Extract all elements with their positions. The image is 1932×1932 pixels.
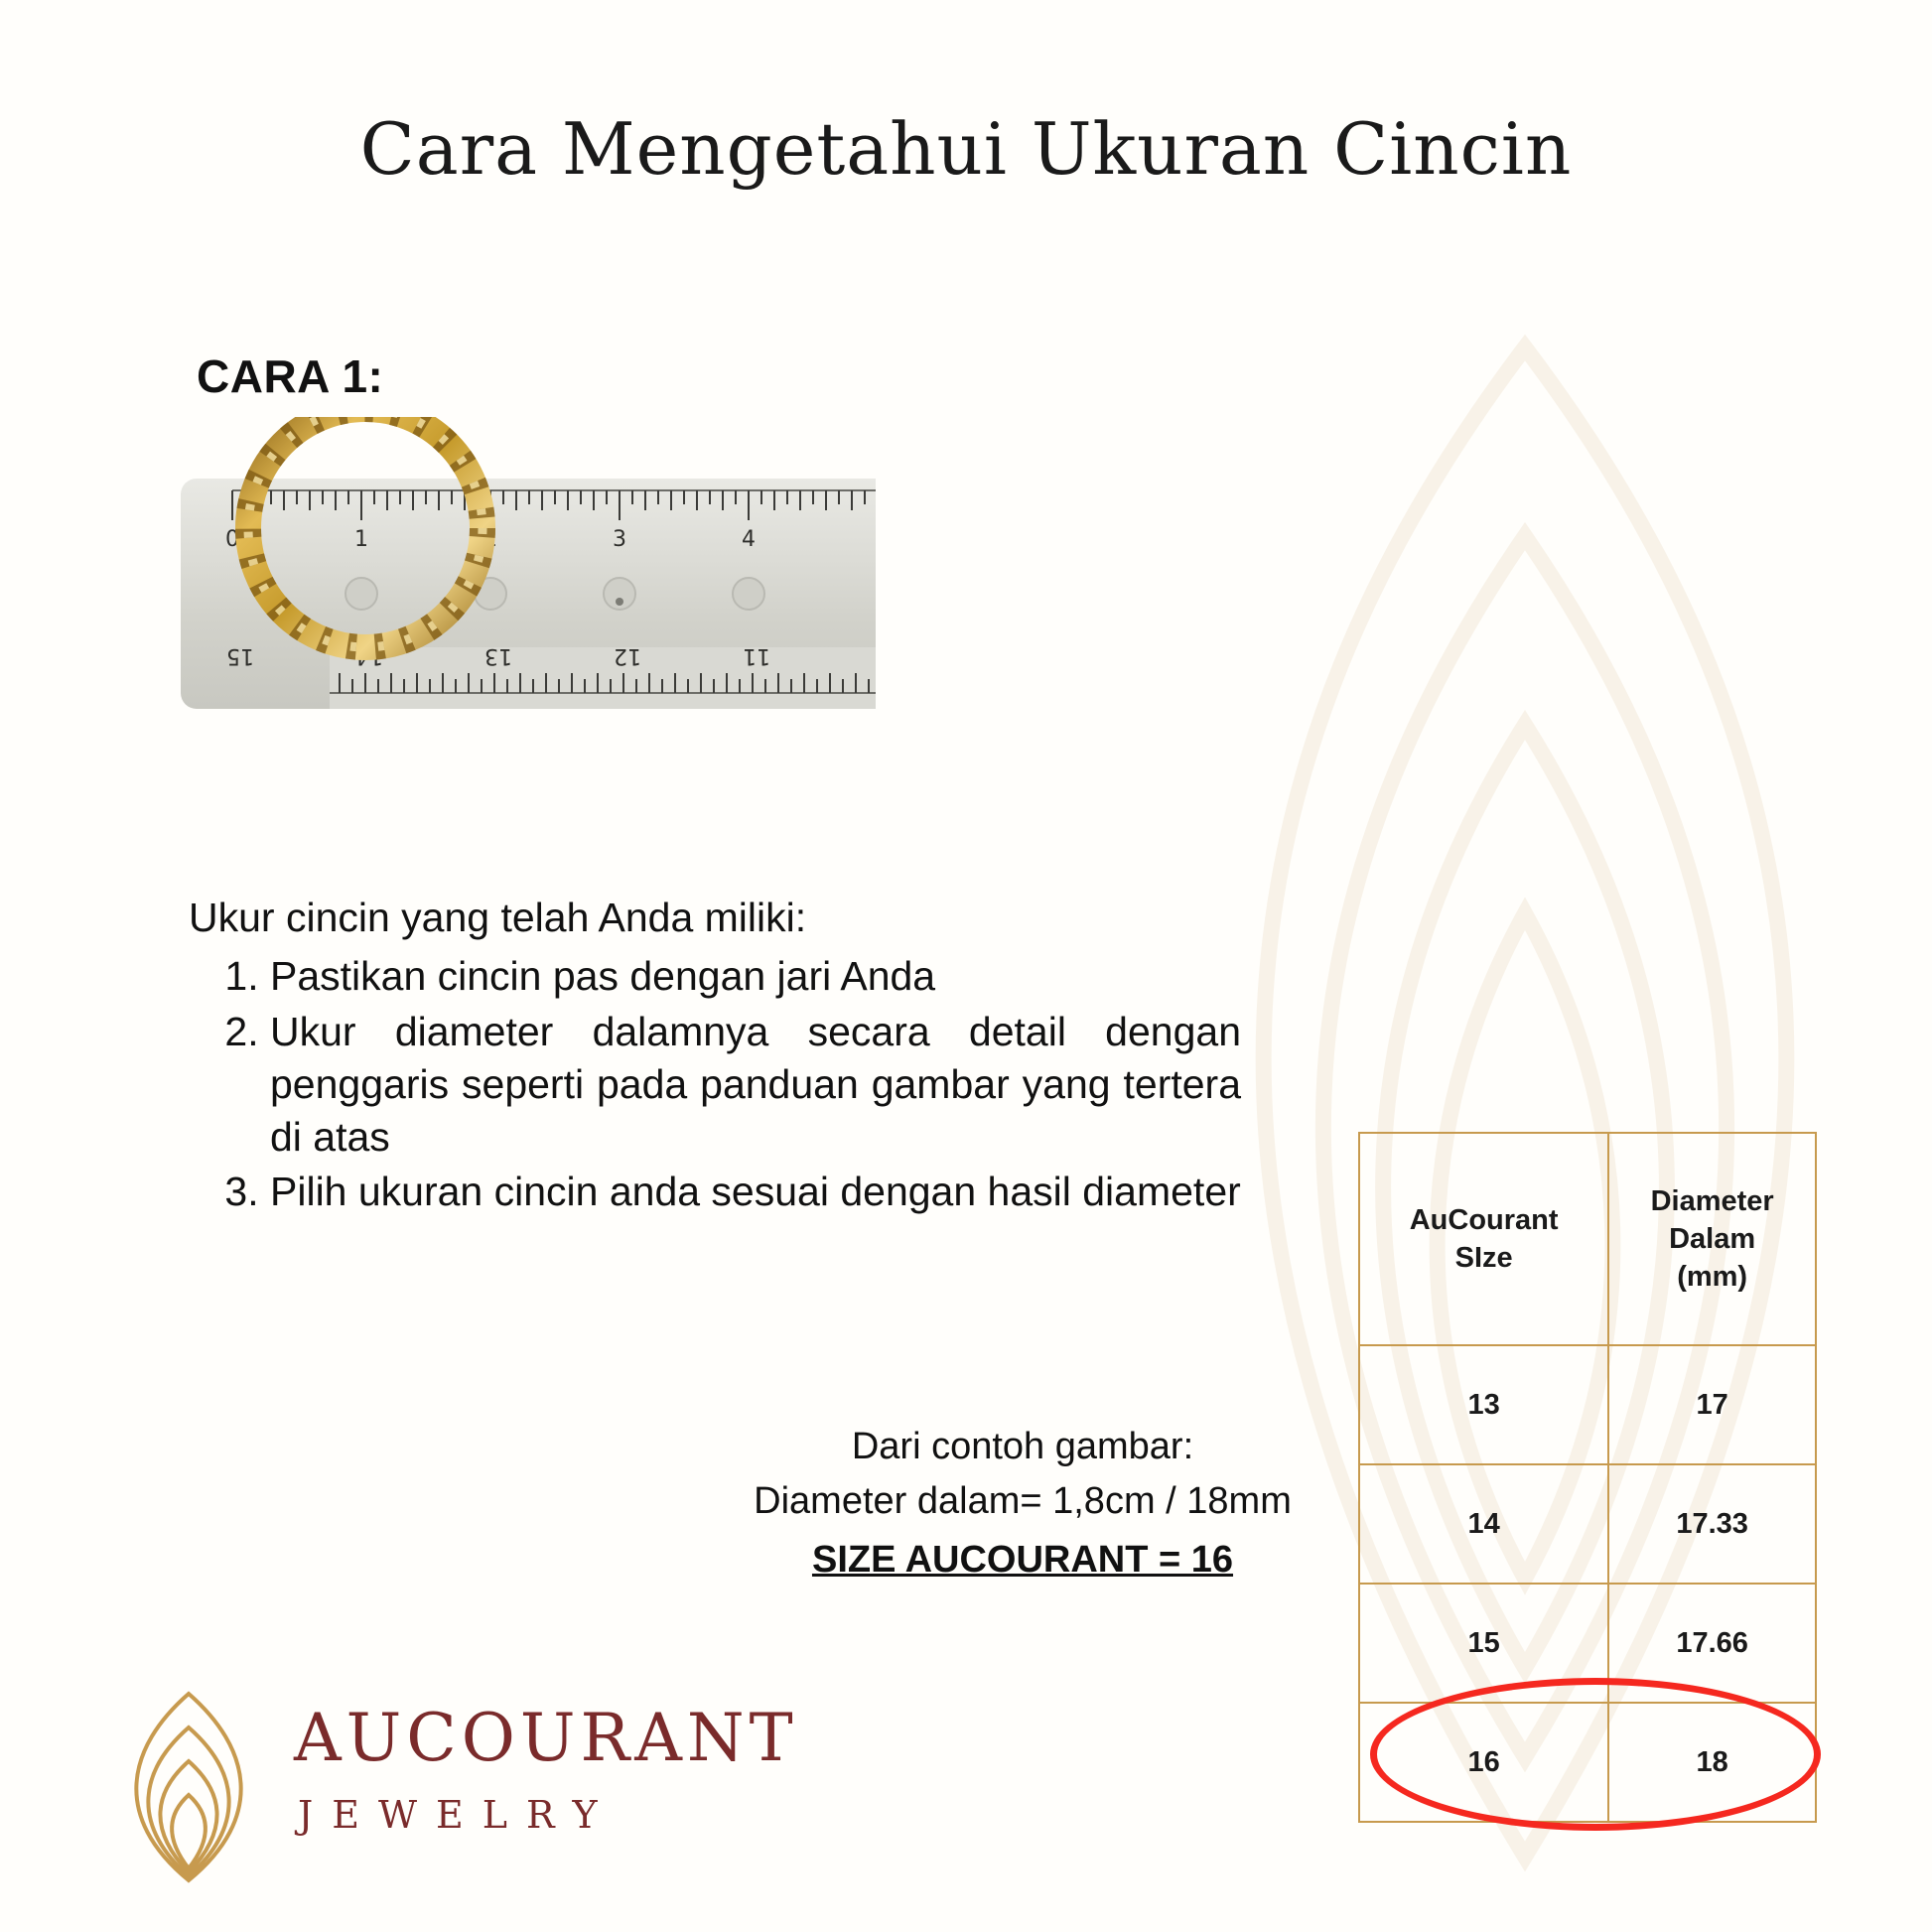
table-row xyxy=(1359,1464,1816,1584)
svg-text:14: 14 xyxy=(355,643,383,668)
logo-name: AUCOURANT xyxy=(294,1700,798,1776)
svg-text:0: 0 xyxy=(225,527,239,552)
header-line: SIze xyxy=(1454,1242,1513,1274)
example-size-conclusion: SIZE AUCOURANT = 16 xyxy=(811,1539,1234,1582)
table-row xyxy=(1359,1345,1816,1464)
size-table xyxy=(1358,1132,1817,1823)
example-line-1: Dari contoh gambar: xyxy=(851,1426,1194,1467)
svg-text:2: 2 xyxy=(483,527,497,552)
ring-on-ruler-photo xyxy=(181,417,1054,854)
example-result xyxy=(675,1420,1370,1587)
header-line: Dalam xyxy=(1669,1222,1756,1255)
table-header-row xyxy=(1359,1133,1816,1345)
svg-text:4: 4 xyxy=(742,527,756,552)
cell-size: 15 xyxy=(1359,1584,1608,1703)
svg-text:3: 3 xyxy=(613,527,626,552)
table-row xyxy=(1359,1703,1816,1822)
cell-size: 13 xyxy=(1359,1345,1608,1464)
instructions-lead: Ukur cincin yang telah Anda miliki: xyxy=(189,895,807,940)
cell-size: 14 xyxy=(1359,1464,1608,1584)
cell-diameter: 17.66 xyxy=(1608,1584,1816,1703)
cell-diameter: 18 xyxy=(1608,1703,1816,1822)
svg-text:13: 13 xyxy=(484,643,512,668)
page-title: Cara Mengetahui Ukuran Cincin xyxy=(359,107,1573,191)
cell-diameter: 17.33 xyxy=(1608,1464,1816,1584)
svg-text:11: 11 xyxy=(743,643,770,668)
list-item: 1. Pastikan cincin pas dengan jari Anda xyxy=(270,950,1241,1003)
brand-logo xyxy=(99,1688,798,1886)
section-heading: CARA 1: xyxy=(197,350,384,402)
svg-text:12: 12 xyxy=(614,643,641,668)
svg-text:15: 15 xyxy=(226,643,254,668)
logo-mark-icon xyxy=(99,1688,278,1886)
header-line: Diameter xyxy=(1650,1184,1774,1217)
instructions-block xyxy=(189,892,1241,1221)
cell-size: 16 xyxy=(1359,1703,1608,1822)
list-item: 3. Pilih ukuran cincin anda sesuai dengan hasil diameter xyxy=(270,1166,1241,1218)
logo-text xyxy=(294,1700,798,1837)
cell-diameter: 17 xyxy=(1608,1345,1816,1464)
table-header-aucourant-size xyxy=(1359,1133,1608,1345)
table-header-diameter xyxy=(1608,1133,1816,1345)
header-line: AuCourant xyxy=(1409,1203,1559,1236)
header-line: (mm) xyxy=(1677,1261,1748,1294)
table-row xyxy=(1359,1584,1816,1703)
logo-subtitle: JEWELRY xyxy=(298,1793,617,1837)
example-line-2: Diameter dalam= 1,8cm / 18mm xyxy=(754,1480,1292,1523)
svg-text:1: 1 xyxy=(354,527,368,552)
instructions-list xyxy=(189,950,1241,1218)
list-item: 2. Ukur diameter dalamnya secara detail dengan penggaris seperti pada panduan gambar yang tertera di atas xyxy=(270,1006,1241,1165)
